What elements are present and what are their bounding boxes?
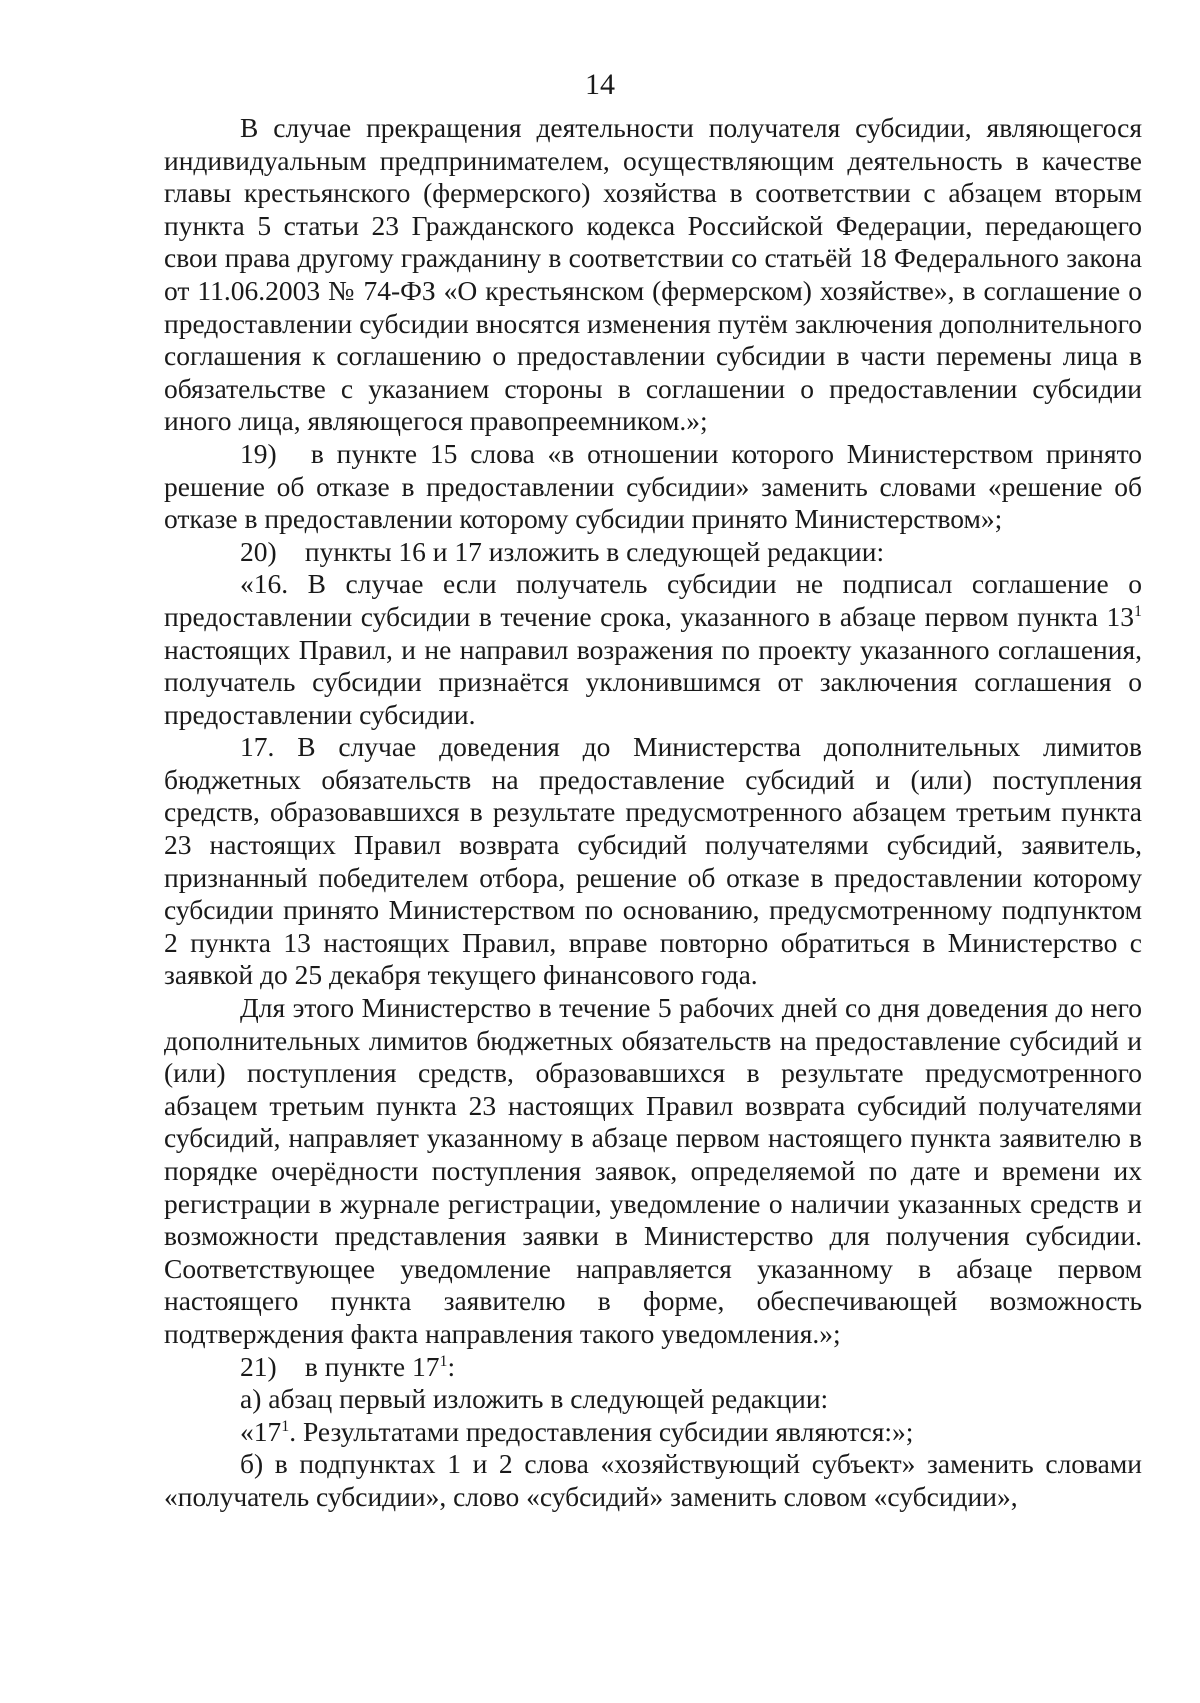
paragraph-text-end: . Результатами предоставления субсидии являются:»; — [289, 1415, 914, 1447]
paragraph-item-21 — [164, 1351, 1142, 1384]
paragraph-text: В случае прекращения деятельности получателя субсидии, являющегося индивидуальным предпринимателем, осуществляющим деятельность в качестве главы крестьянского (фермерского) хозяйства в соответствии с абзацем вторым пункта 5 статьи 23 Гражданского кодекса Российской Федерации, передающего свои права другому гражданину в соответствии со статьёй 18 Федерального закона от 11.06.2003 № 74-ФЗ «О крестьянском (фермерском) хозяйстве», в соглашение о предоставлении субсидии вносятся изменения путём заключения дополнительного соглашения к соглашению о предоставлении субсидии в части перемены лица в обязательстве с указанием стороны в соглашении о предоставлении субсидии иного лица, являющегося правопреемником.»; — [164, 112, 1142, 437]
superscript-index: 1 — [281, 1417, 290, 1435]
item-number: 20) — [240, 535, 277, 567]
paragraph-text: Для этого Министерство в течение 5 рабочих дней со дня доведения до него дополнительных лимитов бюджетных обязательств на предоставление субсидий и (или) поступления средств, образовавшихся в результате предусмотренного абзацем третьим пункта 23 настоящих Правил возврата субсидий получателями субсидий, направляет указанному в абзаце первом настоящего пункта заявителю в порядке очерёдности поступления заявок, определяемой по дате и времени их регистрации в журнале регистрации, уведомление о наличии указанных средств и возможности представления заявки в Министерство для получения субсидии. Соответствующее уведомление направляется указанному в абзаце первом настоящего пункта заявителю в форме, обеспечивающей возможность подтверждения факта направления такого уведомления.»; — [164, 992, 1142, 1349]
paragraph-clause-17 — [164, 731, 1142, 992]
paragraph-text-end: : — [447, 1350, 456, 1382]
paragraph-clause-17-1 — [164, 1416, 1142, 1449]
paragraph-text-start: в пункте 17 — [304, 1350, 440, 1382]
paragraph-text: а) абзац первый изложить в следующей редакции: — [240, 1383, 829, 1415]
paragraph-item-20 — [164, 536, 1142, 569]
paragraph-termination-of-activity — [164, 112, 1142, 438]
paragraph-text: пункты 16 и 17 изложить в следующей редакции: — [304, 535, 885, 567]
paragraph-text-end: настоящих Правил, и не направил возражения по проекту указанного соглашения, получатель субсидии признаётся уклонившимся от заключения соглашения о предоставлении субсидии. — [164, 633, 1142, 730]
paragraph-text: в пункте 15 слова «в отношении которого Министерством принято решение об отказе в предоставлении субсидии» заменить словами «решение об отказе в предоставлении которому субсидии принято Министерством»; — [164, 437, 1143, 535]
item-number: 19) — [240, 437, 277, 469]
superscript-index: 1 — [439, 1352, 448, 1370]
paragraph-clause-16 — [164, 568, 1142, 731]
page-number: 14 — [585, 68, 615, 101]
paragraph-text: б) в подпунктах 1 и 2 слова «хозяйствующий субъект» заменить словами «получатель субсидии», слово «субсидий» заменить словом «субсидии», — [164, 1448, 1142, 1512]
paragraph-text: 17. В случае доведения до Министерства дополнительных лимитов бюджетных обязательств на предоставление субсидий и (или) поступления средств, образовавшихся в результате предусмотренного абзацем третьим пункта 23 настоящих Правил возврата субсидий получателями субсидий, заявитель, признанный победителем отбора, решение об отказе в предоставлении которому субсидии принято Министерством по основанию, предусмотренному подпунктом 2 пункта 13 настоящих Правил, вправе повторно обратиться в Министерство с заявкой до 25 декабря текущего финансового года. — [164, 731, 1142, 991]
document-body — [164, 112, 1142, 1514]
paragraph-item-19 — [164, 438, 1142, 536]
paragraph-subitem-a — [164, 1383, 1142, 1416]
paragraph-subitem-b — [164, 1448, 1142, 1513]
superscript-index: 1 — [1134, 602, 1142, 620]
item-number: 21) — [240, 1350, 277, 1382]
paragraph-text-start: «17 — [240, 1415, 282, 1447]
paragraph-text-start: «16. В случае если получатель субсидии не подписал соглашение о предоставлении субсидии в течение срока, указанного в абзаце первом пункта 13 — [164, 568, 1142, 632]
paragraph-clause-17-procedure — [164, 992, 1142, 1351]
